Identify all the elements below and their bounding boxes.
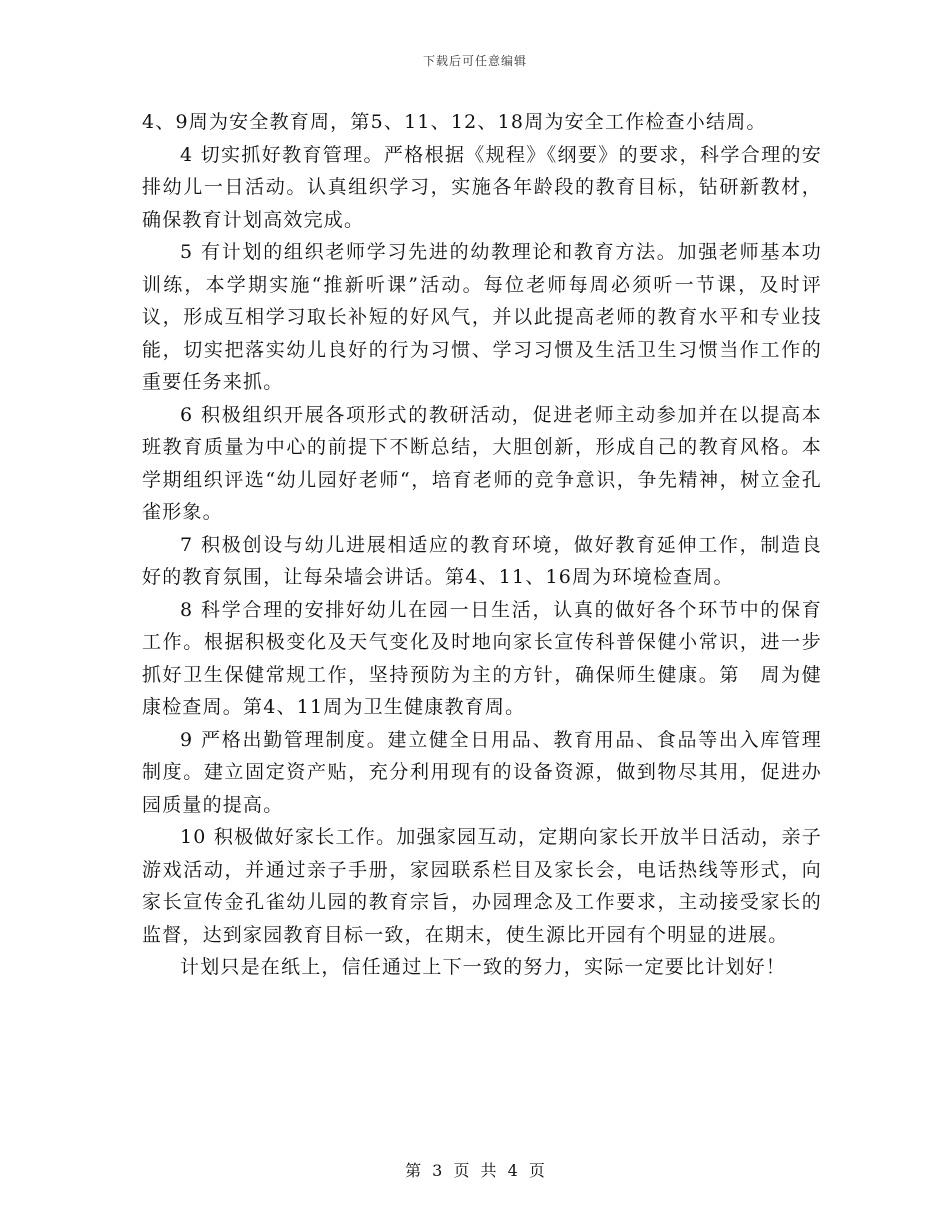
paragraph-closing: 计划只是在纸上，信任通过上下一致的努力，实际一定要比计划好！ [180,956,787,978]
page-header: 下载后可任意编辑 [422,54,527,68]
paragraph-item-7: 7 积极创设与幼儿进展相适应的教育环境，做好教育延伸工作，制造良好的教育氛围，让每朵墙会讲话。第4、11、16周为环境检查周。 [142,533,822,588]
paragraph-item-6: 6 积极组织开展各项形式的教研活动，促进老师主动参加并在以提高本班教育质量为中心的前提下不断总结，大胆创新，形成自己的教育风格。本学期组织评选“幼儿园好老师“，培育老师的竞争意识，争先精神，树立金孔雀形象。 [142,403,822,523]
paragraph-continuation: 4、9周为安全教育周，第5、11、12、18周为安全工作检查小结周。 [142,111,767,133]
paragraph-item-10: 10 积极做好家长工作。加强家园互动，定期向家长开放半日活动，亲子游戏活动，并通过亲子手册，家园联系栏目及家长会，电话热线等形式，向家长宣传金孔雀幼儿园的教育宗旨，办园理念及工作要求，主动接受家长的监督，达到家园教育目标一致，在期末，使生源比开园有个明显的进展。 [142,826,822,946]
paragraph-item-8: 8 科学合理的安排好幼儿在园一日生活，认真的做好各个环节中的保育工作。根据积极变化及天气变化及时地向家长宣传科普保健小常识，进一步抓好卫生保健常规工作，坚持预防为主的方针，确保师生健康。第 周为健康检查周。第4、11周为卫生健康教育周。 [142,598,822,718]
page-number-footer: 第 3 页 共 4 页 [405,1161,545,1180]
paragraph-item-4: 4 切实抓好教育管理。严格根据《规程》《纲要》的要求，科学合理的安排幼儿一日活动。认真组织学习，实施各年龄段的教育目标，钻研新教材，确保教育计划高效完成。 [142,143,822,231]
document-body [142,106,822,984]
paragraph-item-5: 5 有计划的组织老师学习先进的幼教理论和教育方法。加强老师基本功训练，本学期实施“推新听课”活动。每位老师每周必须听一节课，及时评议，形成互相学习取长补短的好风气，并以此提高老师的教育水平和专业技能，切实把落实幼儿良好的行为习惯、学习习惯及生活卫生习惯当作工作的重要任务来抓。 [142,241,822,393]
paragraph-item-9: 9 严格出勤管理制度。建立健全日用品、教育用品、食品等出入库管理制度。建立固定资产贴，充分利用现有的设备资源，做到物尽其用，促进办园质量的提高。 [142,728,822,816]
